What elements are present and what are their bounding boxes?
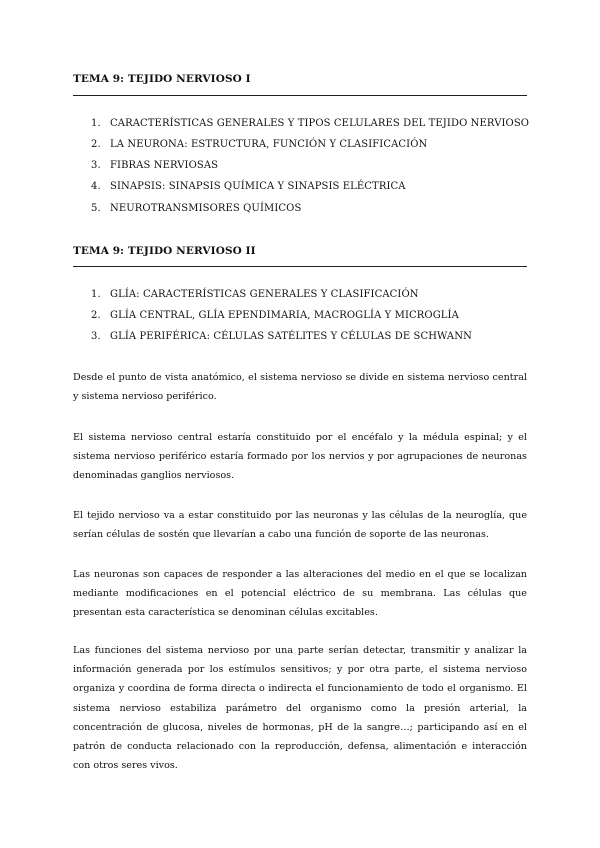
list-item-text: SINAPSIS: SINAPSIS QUÍMICA Y SINAPSIS ELÉCTRICA [110,181,406,192]
list-item-text: GLÍA PERIFÉRICA: CÉLULAS SATÉLITES Y CÉLULAS DE SCHWANN [110,331,472,342]
list-item-number: 2. [91,139,101,150]
list-item-number: 5. [91,203,101,214]
list-item-text: CARACTERÍSTICAS GENERALES Y TIPOS CELULARES DEL TEJIDO NERVIOSO [110,118,530,129]
list-item-number: 1. [91,289,101,300]
section-divider [73,266,527,267]
list-item-text: LA NEURONA: ESTRUCTURA, FUNCIÓN Y CLASIFICACIÓN [110,139,428,150]
body-paragraph: El tejido nervioso va a estar constituido por las neuronas y las células de la neuroglía, que serían células de sostén que llevarían a cabo una función de soporte de las neuronas. [73,510,527,541]
body-paragraph: El sistema nervioso central estaría constituido por el encéfalo y la médula espinal; y el sistema nervioso periférico estaría formado por los nervios y por agrupaciones de neuronas denominadas ganglios nerviosos. [73,432,527,482]
list-item-text: GLÍA CENTRAL, GLÍA EPENDIMARIA, MACROGLÍA Y MICROGLÍA [110,310,459,321]
body-paragraph: Las funciones del sistema nervioso por una parte serían detectar, transmitir y analizar la información generada por los estímulos sensitivos; y por otra parte, el sistema nervioso organiza y coordina de forma directa o indirecta el funcionamiento de todo el organismo. El sistema nervioso estabiliza parámetro del organismo como la presión arterial, la concentración de glucosa, niveles de hormonas, pH de la sangre…; participando así en el patrón de conducta relacionado con la reproducción, defensa, alimentación e interacción con otros seres vivos. [73,645,527,772]
body-paragraph: Desde el punto de vista anatómico, el sistema nervioso se divide en sistema nervioso central y sistema nervioso periférico. [73,372,527,403]
list-item-number: 4. [91,181,101,192]
list-item-number: 3. [91,331,101,342]
body-paragraph: Las neuronas son capaces de responder a las alteraciones del medio en el que se localizan mediante modificaciones en el potencial eléctrico de su membrana. Las células que presentan esta característica se denominan células excitables. [73,569,527,619]
list-item-number: 3. [91,160,101,171]
list-item-number: 1. [91,118,101,129]
list-item-number: 2. [91,310,101,321]
list-item-text: FIBRAS NERVIOSAS [110,160,219,171]
list-item-text: NEUROTRANSMISORES QUÍMICOS [110,203,302,214]
list-item-text: GLÍA: CARACTERÍSTICAS GENERALES Y CLASIFICACIÓN [110,289,419,300]
section-divider [73,95,527,96]
section-title: TEMA 9: TEJIDO NERVIOSO II [73,245,256,257]
section-title: TEMA 9: TEJIDO NERVIOSO I [73,73,251,85]
